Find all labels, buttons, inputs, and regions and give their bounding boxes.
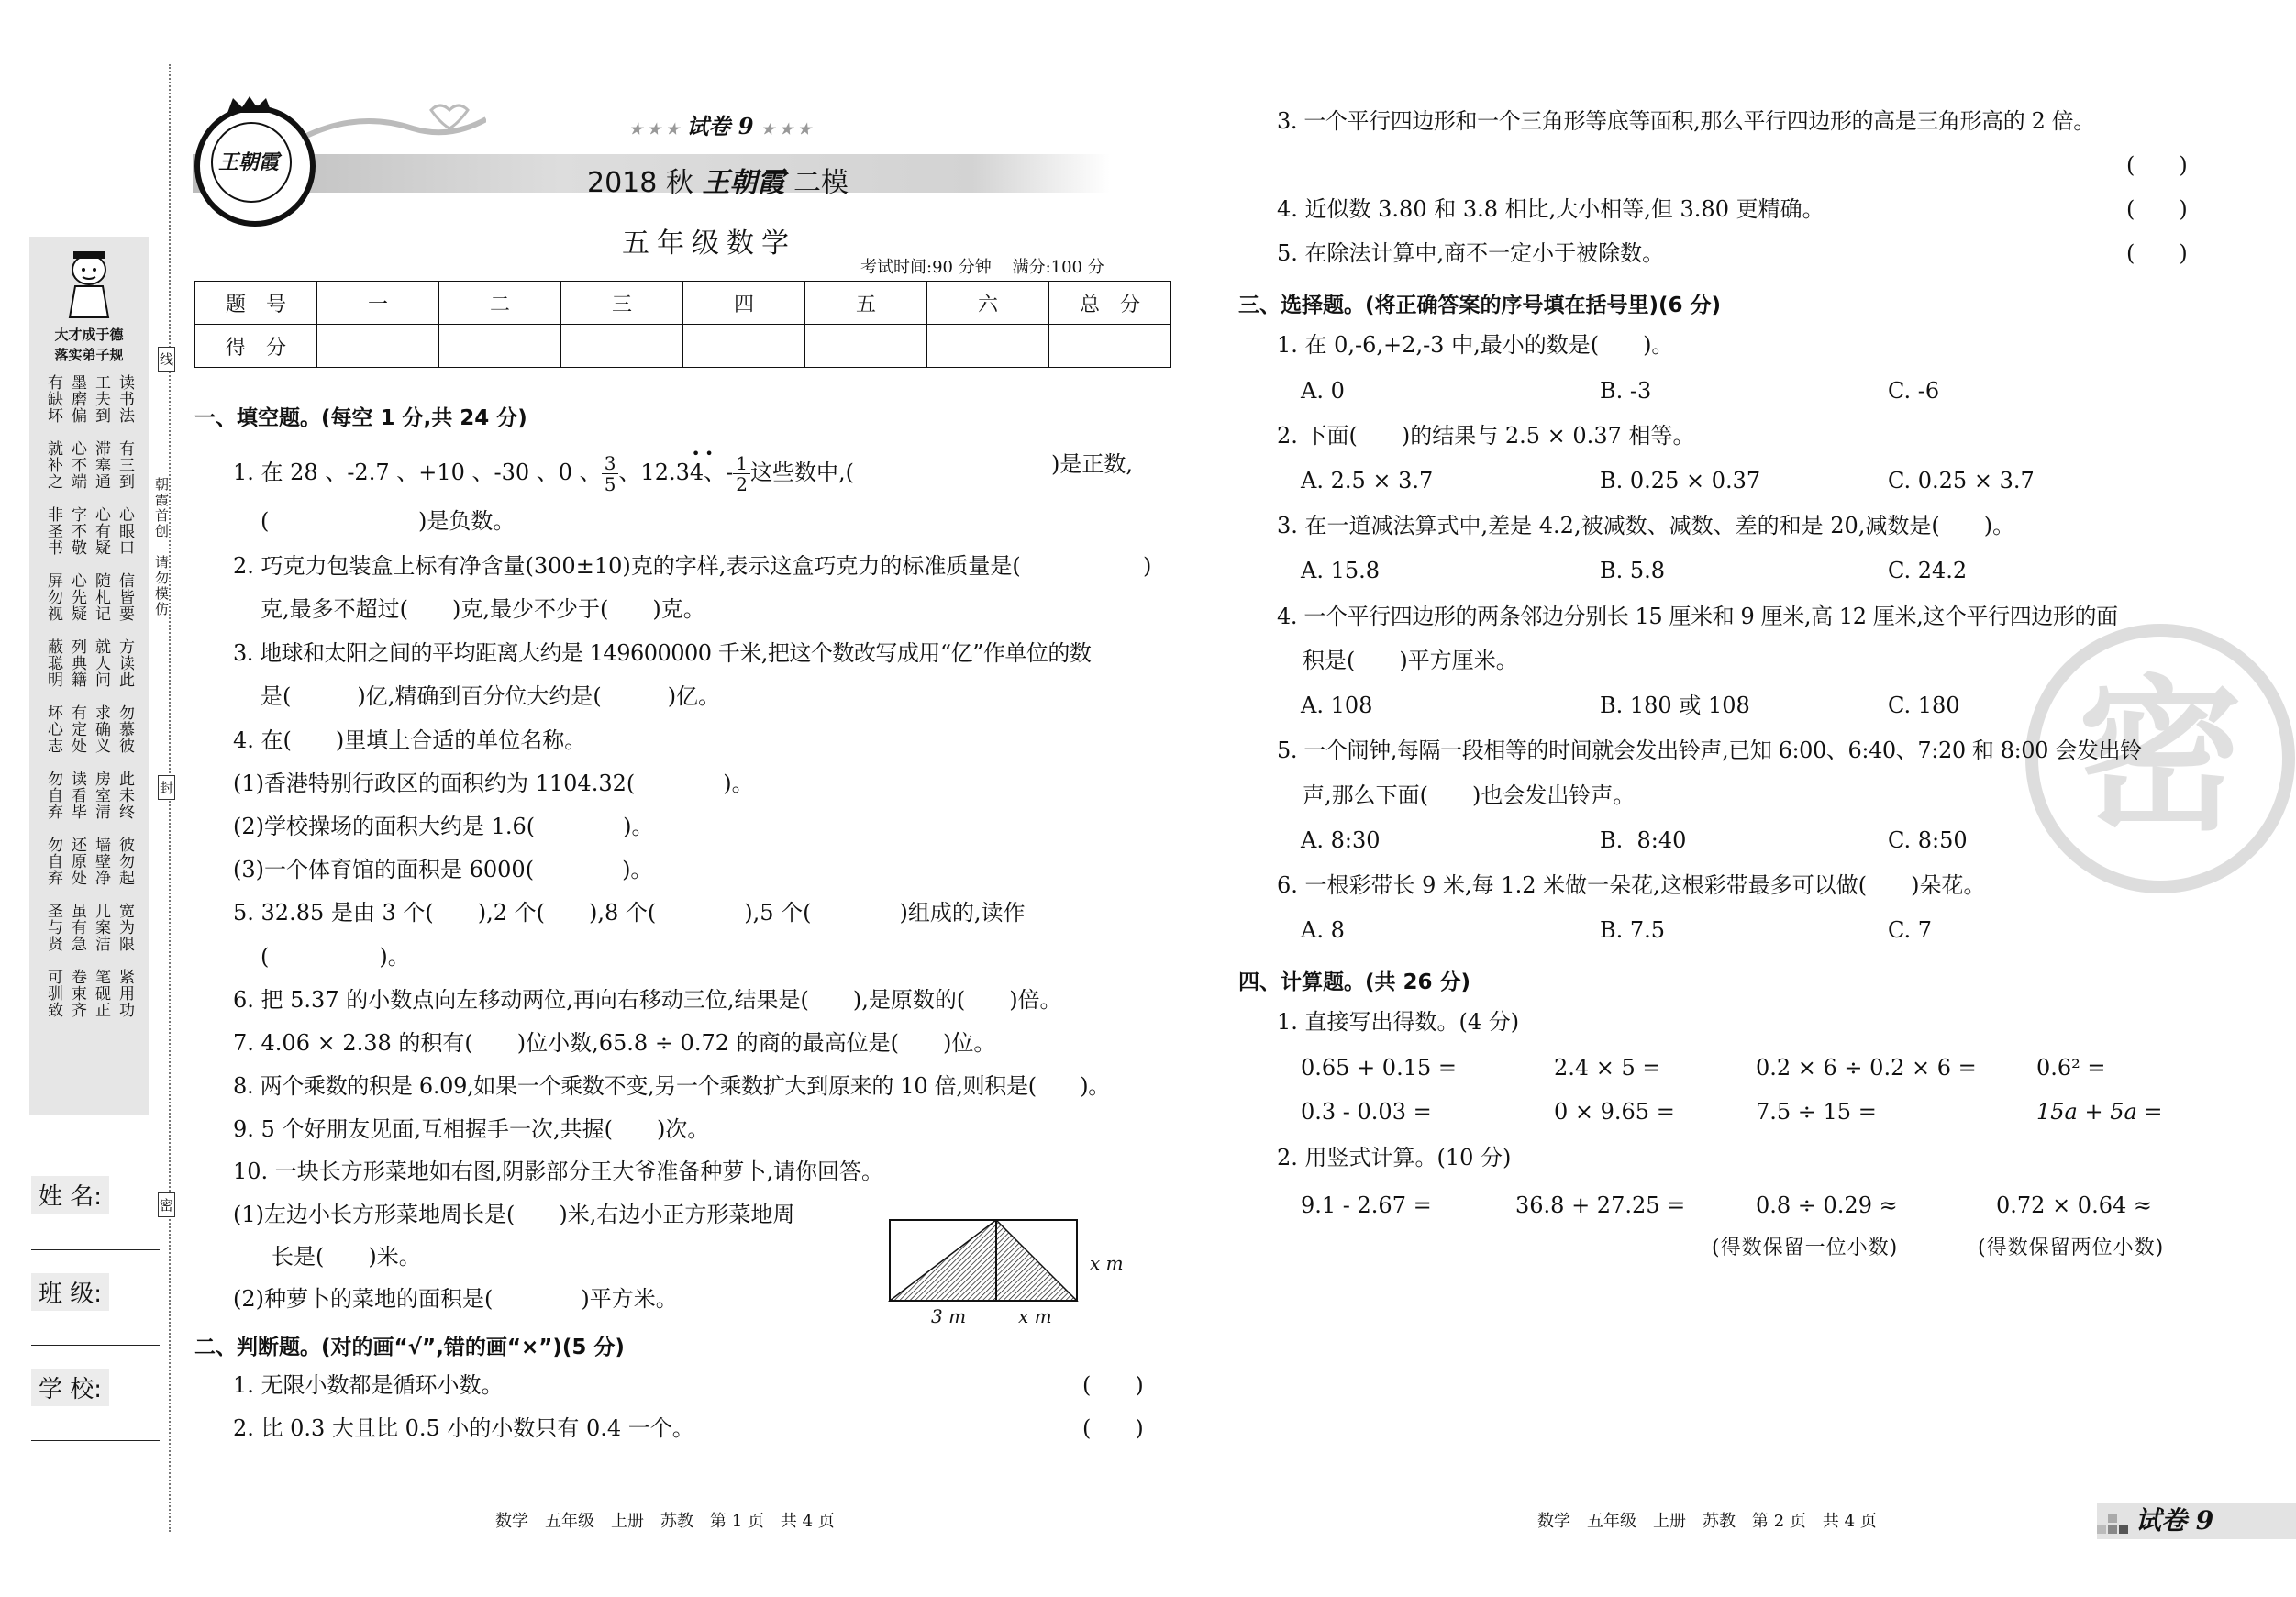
poem-column: 信皆要 xyxy=(116,572,134,622)
s2-blank-1[interactable]: ( ) xyxy=(1082,1372,1144,1398)
poem-column: 就补之 xyxy=(44,440,62,490)
poem-column: 笔砚正 xyxy=(92,969,110,1018)
score-cell[interactable] xyxy=(683,325,805,368)
calc-note-2: (得数保留两位小数) xyxy=(1978,1237,2165,1259)
school-label: 学 校: xyxy=(31,1369,109,1406)
star-icon: ★ ★ ★ xyxy=(760,120,812,138)
frac2-den: 2 xyxy=(736,473,748,495)
s3-q2-opt-c: C. 0.25 × 3.7 xyxy=(1888,468,2035,494)
poem-column: 方读此 xyxy=(116,638,134,688)
score-head-1: 一 xyxy=(317,282,439,325)
s3-q5-opt-b: B. 8:40 xyxy=(1600,827,1687,853)
s3-q3: 3. 在一道减法算式中,差是 4.2,被减数、减数、差的和是 20,减数是( )。 xyxy=(1277,513,2015,538)
s1-q4-2: (2)学校操场的面积大约是 1.6( )。 xyxy=(233,814,654,839)
poem-column: 圣与贤 xyxy=(44,903,62,952)
s3-q4-cont: 积是( )平方厘米。 xyxy=(1303,648,1518,673)
s4-sub2: 2. 用竖式计算。(10 分) xyxy=(1277,1145,1512,1170)
s2-item-3: 3. 一个平行四边形和一个三角形等底等面积,那么平行四边形的高是三角形高的 2 倍。 xyxy=(1277,108,2095,134)
title-brand: 王朝霞 xyxy=(702,167,785,199)
s2-blank-3[interactable]: ( ) xyxy=(2126,152,2188,178)
poem-column: 几案洁 xyxy=(92,903,110,952)
poem-block xyxy=(44,572,139,622)
s4-sub1: 1. 直接写出得数。(4 分) xyxy=(1277,1009,1520,1035)
poem-block xyxy=(44,704,139,754)
s1-q2-a: 2. 巧克力包装盒上标有净含量(300±10)克的字样,表示这盒巧克力的标准质量是( xyxy=(233,553,1021,579)
poem-column: 就人问 xyxy=(92,638,110,688)
frac2-num: 1 xyxy=(733,453,750,474)
poem-column: 彼勿起 xyxy=(116,837,134,886)
figure-label-xm-side: x m xyxy=(1090,1252,1124,1274)
calc-1-2: 2.4 × 5 = xyxy=(1554,1055,1661,1081)
s3-q6: 6. 一根彩带长 9 米,每 1.2 米做一朵花,这根彩带最多可以做( )朵花。 xyxy=(1277,872,1986,898)
name-label: 姓 名: xyxy=(31,1176,109,1214)
score-cell[interactable] xyxy=(805,325,927,368)
poem-column: 读看毕 xyxy=(68,771,86,820)
calc-2-1: 0.3 - 0.03 = xyxy=(1301,1099,1432,1125)
s1-q3-a: 3. 地球和太阳之间的平均距离大约是 149600000 千米,把这个数改写成用“亿”作单位的数 xyxy=(233,640,1092,666)
s3-q5-opt-a: A. 8:30 xyxy=(1301,827,1381,853)
score-cell[interactable] xyxy=(317,325,439,368)
poem-column: 心先疑 xyxy=(68,572,86,622)
logo-text: 王朝霞 xyxy=(218,150,280,174)
s3-q1: 1. 在 0,-6,+2,-3 中,最小的数是( )。 xyxy=(1277,332,1674,358)
fraction-3-5 xyxy=(602,453,619,494)
poem-column: 紧用功 xyxy=(116,969,134,1018)
s3-q6-opt-b: B. 7.5 xyxy=(1600,917,1666,943)
cartoon-scholar-icon xyxy=(57,246,121,319)
s3-q6-opt-a: A. 8 xyxy=(1301,917,1345,943)
s1-q10: 10. 一块长方形菜地如右图,阴影部分王大爷准备种萝卜,请你回答。 xyxy=(233,1159,884,1184)
fraction-1-2 xyxy=(733,453,750,494)
score-head-6: 六 xyxy=(927,282,1049,325)
calc-2-4: 15a + 5a = xyxy=(2036,1099,2163,1125)
s3-q3-opt-b: B. 5.8 xyxy=(1600,558,1666,583)
score-head-3: 三 xyxy=(561,282,683,325)
s3-q4-opt-a: A. 108 xyxy=(1301,693,1373,718)
calc-3-3: 0.8 ÷ 0.29 ≈ xyxy=(1756,1192,1898,1218)
s3-q1-opt-b: B. -3 xyxy=(1600,378,1652,404)
score-table xyxy=(194,281,1171,368)
score-row-label: 得 分 xyxy=(195,325,317,368)
banner-ribbon xyxy=(303,101,486,160)
sidebar-strip xyxy=(29,237,149,1115)
poem-block xyxy=(44,506,139,556)
title-prefix: 2018 秋 xyxy=(587,167,693,199)
s1-q7: 7. 4.06 × 2.38 的积有( )位小数,65.8 ÷ 0.72 的商的最高位是( )位。 xyxy=(233,1030,996,1056)
figure-label-3m: 3 m xyxy=(931,1305,967,1327)
footer-squares-icon xyxy=(2097,1508,2134,1539)
s1-q4-1: (1)香港特别行政区的面积约为 1104.32( )。 xyxy=(233,771,754,796)
s1-q1-e: )是正数, xyxy=(1051,451,1133,477)
s3-q5: 5. 一个闹钟,每隔一段相等的时间就会发出铃声,已知 6:00、6:40、7:20 和 8:00 会发出铃 xyxy=(1277,738,2142,763)
section3-title: 三、选择题。(将正确答案的序号填在括号里)(6 分) xyxy=(1238,294,1722,317)
poem-column: 心有疑 xyxy=(92,506,110,556)
frac1-den: 5 xyxy=(604,473,616,495)
section4-title: 四、计算题。(共 26 分) xyxy=(1238,970,1471,994)
s3-q4: 4. 一个平行四边形的两条邻边分别长 15 厘米和 9 厘米,高 12 厘米,这个平行四边形的面 xyxy=(1277,604,2118,629)
s1-q2-c: 克,最多不超过( )克,最少不少于( )克。 xyxy=(261,596,705,622)
poem-grid xyxy=(44,374,139,1035)
paper-tag-text: 试卷 9 xyxy=(686,113,754,139)
figure-label-xm-bottom: x m xyxy=(1018,1305,1052,1327)
poem-block xyxy=(44,638,139,688)
poem-block xyxy=(44,771,139,820)
calc-2-2: 0 × 9.65 = xyxy=(1554,1099,1675,1125)
poem-column: 房室清 xyxy=(92,771,110,820)
score-head-label: 题 号 xyxy=(195,282,317,325)
star-icon: ★ ★ ★ xyxy=(629,120,680,138)
seal-char-1: 线 xyxy=(158,347,175,372)
footer-left: 数学 五年级 上册 苏教 第 1 页 共 4 页 xyxy=(495,1512,835,1531)
score-cell[interactable] xyxy=(927,325,1049,368)
s1-q4: 4. 在( )里填上合适的单位名称。 xyxy=(233,727,587,753)
score-head-4: 四 xyxy=(683,282,805,325)
footer-tag: 试卷 9 xyxy=(2135,1505,2214,1536)
poem-column: 屏勿视 xyxy=(44,572,62,622)
class-label: 班 级: xyxy=(31,1273,109,1311)
poem-column: 有三到 xyxy=(116,440,134,490)
class-line[interactable] xyxy=(31,1345,160,1346)
s2-item-5: 5. 在除法计算中,商不一定小于被除数。 xyxy=(1277,240,1665,266)
exam-info: 考试时间:90 分钟 满分:100 分 xyxy=(860,258,1104,277)
poem-column: 勿自弃 xyxy=(44,771,62,820)
s3-q4-opt-c: C. 180 xyxy=(1888,693,1960,718)
s1-q10-2: (2)种萝卜的菜地的面积是( )平方米。 xyxy=(233,1286,678,1312)
section2-title: 二、判断题。(对的画“√”,错的画“×”)(5 分) xyxy=(194,1336,625,1359)
s3-q2: 2. 下面( )的结果与 2.5 × 0.37 相等。 xyxy=(1277,423,1695,449)
school-line[interactable] xyxy=(31,1440,160,1441)
calc-1-1: 0.65 + 0.15 = xyxy=(1301,1055,1457,1081)
title-suffix: 二模 xyxy=(793,167,849,199)
poem-column: 读书法 xyxy=(116,374,134,424)
s2-item-4: 4. 近似数 3.80 和 3.8 相比,大小相等,但 3.80 更精确。 xyxy=(1277,196,1825,222)
poem-column: 此未终 xyxy=(116,771,134,820)
footer-right: 数学 五年级 上册 苏教 第 2 页 共 4 页 xyxy=(1537,1512,1877,1531)
poem-column: 坏心志 xyxy=(44,704,62,754)
s1-q6: 6. 把 5.37 的小数点向左移动两位,再向右移动三位,结果是( ),是原数的( )倍。 xyxy=(233,987,1062,1013)
poem-column: 墙壁净 xyxy=(92,837,110,886)
s1-q10-1a: (1)左边小长方形菜地周长是( )米,右边小正方形菜地周 xyxy=(233,1202,795,1227)
poem-column: 还原处 xyxy=(68,837,86,886)
s1-q9: 9. 5 个好朋友见面,互相握手一次,共握( )次。 xyxy=(233,1116,710,1142)
poem-column: 勿慕彼 xyxy=(116,704,134,754)
motto-line-2: 落实弟子规 xyxy=(54,347,124,363)
s1-q8: 8. 两个乘数的积是 6.09,如果一个乘数不变,另一个乘数扩大到原来的 10 倍,则积是( )。 xyxy=(233,1073,1111,1099)
s1-q1-c: 、- xyxy=(704,460,734,485)
s3-q5-cont: 声,那么下面( )也会发出铃声。 xyxy=(1303,782,1636,808)
poem-block xyxy=(44,837,139,886)
calc-3-1: 9.1 - 2.67 = xyxy=(1301,1192,1432,1218)
s3-q1-opt-a: A. 0 xyxy=(1301,378,1345,404)
s3-q2-opt-b: B. 0.25 × 0.37 xyxy=(1600,468,1761,494)
s1-q10-1b: 长是( )米。 xyxy=(272,1244,421,1270)
s1-q1-d: 这些数中,( xyxy=(749,460,854,485)
poem-column: 虽有急 xyxy=(68,903,86,952)
s1-q4-3: (3)一个体育馆的面积是 6000( )。 xyxy=(233,857,653,882)
poem-column: 滞塞通 xyxy=(92,440,110,490)
seal-vertical-text xyxy=(152,477,172,660)
s2-blank-5[interactable]: ( ) xyxy=(2126,240,2188,266)
poem-column: 勿自弃 xyxy=(44,837,62,886)
poem-column: 蔽聪明 xyxy=(44,638,62,688)
poem-column: 列典籍 xyxy=(68,638,86,688)
paper-tag xyxy=(629,113,812,139)
poem-column: 宽为限 xyxy=(116,903,134,952)
calc-3-2: 36.8 + 27.25 = xyxy=(1515,1192,1686,1218)
s3-q1-opt-c: C. -6 xyxy=(1888,378,1940,404)
s2-blank-2[interactable]: ( ) xyxy=(1082,1415,1144,1441)
s1-q1-dot-digit: 4 xyxy=(689,460,704,485)
paper-title xyxy=(587,160,849,200)
s1-q1-f: ( xyxy=(261,508,270,534)
poem-column: 字不敬 xyxy=(68,506,86,556)
s1-q5-b: ( )。 xyxy=(261,944,410,970)
s1-q1-b: 、12.3 xyxy=(618,460,690,485)
s3-q3-opt-c: C. 24.2 xyxy=(1888,558,1968,583)
s3-q5-opt-c: C. 8:50 xyxy=(1888,827,1968,853)
poem-column: 可驯致 xyxy=(44,969,62,1018)
s1-q2-b: ) xyxy=(1143,553,1152,579)
s1-q1-g: )是负数。 xyxy=(418,508,516,534)
poem-column: 有定处 xyxy=(68,704,86,754)
calc-2-3: 7.5 ÷ 15 = xyxy=(1756,1099,1877,1125)
name-line[interactable] xyxy=(31,1249,160,1250)
s1-q5-a: 5. 32.85 是由 3 个( ),2 个( ),8 个( ),5 个( )组成的,读作 xyxy=(233,900,1026,926)
s1-q3-b: 是( )亿,精确到百分位大约是( )亿。 xyxy=(261,683,721,709)
poem-column: 墨磨偏 xyxy=(68,374,86,424)
s1-q1-line1 xyxy=(233,445,854,495)
score-head-2: 二 xyxy=(439,282,561,325)
repeat-dot-icon: • • xyxy=(691,445,714,462)
s2-item-2: 2. 比 0.3 大且比 0.5 小的小数只有 0.4 一个。 xyxy=(233,1415,694,1441)
calc-note-1: (得数保留一位小数) xyxy=(1712,1237,1899,1259)
calc-3-4: 0.72 × 0.64 ≈ xyxy=(1996,1192,2152,1218)
poem-column: 求确义 xyxy=(92,704,110,754)
motto-line-1: 大才成于德 xyxy=(54,327,124,343)
poem-block xyxy=(44,440,139,490)
score-cell[interactable] xyxy=(561,325,683,368)
score-cell[interactable] xyxy=(1049,325,1171,368)
seal-char-3: 密 xyxy=(158,1192,175,1217)
poem-block xyxy=(44,374,139,424)
score-cell[interactable] xyxy=(439,325,561,368)
score-head-5: 五 xyxy=(805,282,927,325)
poem-column: 有缺坏 xyxy=(44,374,62,424)
poem-column: 工夫到 xyxy=(92,374,110,424)
poem-column: 卷束齐 xyxy=(68,969,86,1018)
s3-q4-opt-b: B. 180 或 108 xyxy=(1600,693,1750,718)
score-head-total: 总 分 xyxy=(1049,282,1171,325)
crown-icon xyxy=(226,94,273,118)
s2-blank-4[interactable]: ( ) xyxy=(2126,196,2188,222)
s1-q1-a: 1. 在 28 、-2.7 、+10 、-30 、0 、 xyxy=(233,460,602,485)
frac1-num: 3 xyxy=(602,453,619,474)
poem-column: 非圣书 xyxy=(44,506,62,556)
s3-q2-opt-a: A. 2.5 × 3.7 xyxy=(1301,468,1434,494)
s2-item-1: 1. 无限小数都是循环小数。 xyxy=(233,1372,504,1398)
poem-column: 随札记 xyxy=(92,572,110,622)
poem-column: 心不端 xyxy=(68,440,86,490)
watermark-char: 密 xyxy=(2077,661,2244,853)
seal-note: 朝霞首创 请勿模仿 xyxy=(153,477,170,617)
calc-1-3: 0.2 × 6 ÷ 0.2 × 6 = xyxy=(1756,1055,1977,1081)
poem-block xyxy=(44,903,139,952)
section1-title: 一、填空题。(每空 1 分,共 24 分) xyxy=(194,406,527,430)
s3-q3-opt-a: A. 15.8 xyxy=(1301,558,1381,583)
s3-q6-opt-c: C. 7 xyxy=(1888,917,1933,943)
subject-title: 五年级数学 xyxy=(622,227,796,260)
poem-block xyxy=(44,969,139,1018)
calc-1-4: 0.6² = xyxy=(2036,1055,2106,1081)
poem-column: 心眼口 xyxy=(116,506,134,556)
seal-char-2: 封 xyxy=(158,775,175,800)
